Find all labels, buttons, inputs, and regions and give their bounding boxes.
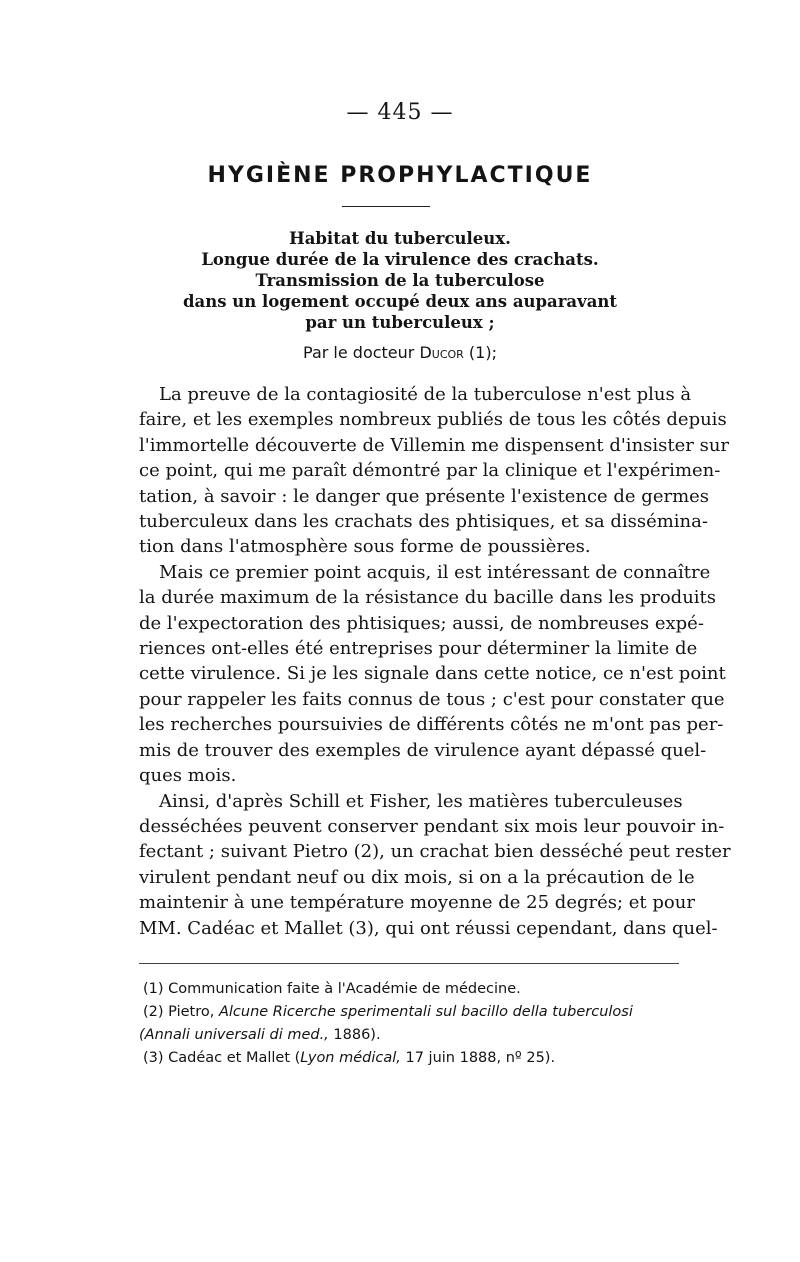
footnote-3 (139, 1047, 679, 1070)
subtitle-line: Transmission de la tuberculose (255, 271, 545, 290)
footnote-2-cont (139, 1024, 679, 1047)
footnote-2-number: (2) Pietro, (143, 1004, 215, 1020)
footnote-1: (1) Communication faite à l'Académie de médecine. (143, 981, 521, 997)
footnote-3-start: (3) Cadéac et Mallet ( (143, 1050, 301, 1066)
body-line: riences ont-elles été entreprises pour déterminer la limite de (139, 638, 698, 660)
body-line: pour rappeler les faits connus de tous ; c'est pour constater que (139, 688, 725, 710)
body-line: La preuve de la contagiosité de la tuberculose n'est plus à (159, 384, 692, 405)
body-line: virulent pendant neuf ou dix mois, si on a la précaution de le (139, 866, 695, 888)
body-line: de l'expectoration des phtisiques; aussi, de nombreuses expé- (139, 612, 704, 634)
footnote-2-journal: (Annali universali di med., (139, 1027, 329, 1043)
subtitle-line: Longue durée de la virulence des crachats. (201, 250, 599, 269)
footnote-2-year: 1886). (333, 1027, 381, 1043)
body-line: cette virulence. Si je les signale dans cette notice, ce n'est point (139, 663, 726, 685)
body-line: tuberculeux dans les crachats des phtisiques, et sa dissémina- (139, 511, 708, 533)
footnote-3-journal: Lyon médical, (300, 1050, 401, 1066)
author-prefix: Par le docteur (303, 343, 415, 362)
footnotes (139, 978, 679, 1070)
body-line: tation, à savoir : le danger que présente l'existence de germes (139, 485, 710, 507)
body-line: fectant ; suivant Pietro (2), un crachat bien desséché peut rester (139, 841, 731, 863)
author-line (0, 343, 800, 362)
author-suffix: (1); (468, 343, 497, 362)
body-line: maintenir à une température moyenne de 25 degrés; et pour (139, 892, 695, 914)
subtitle-line: dans un logement occupé deux ans auparavant (182, 292, 618, 311)
section-heading: HYGIÈNE PROPHYLACTIQUE (207, 163, 593, 188)
body-line: MM. Cadéac et Mallet (3), qui ont réussi cependant, dans quel- (139, 917, 718, 939)
body-text (139, 382, 731, 941)
body-line: la durée maximum de la résistance du bacille dans les produits (139, 587, 717, 609)
footnote-2-title: Alcune Ricerche sperimentali sul bacillo della tuberculosi (218, 1004, 633, 1020)
author-name: Ducor (419, 343, 464, 362)
footnote-rule (139, 963, 679, 964)
footnote-3-end: 17 juin 1888, nº 25). (405, 1050, 556, 1066)
body-line: faire, et les exemples nombreux publiés de tous les côtés depuis (139, 409, 727, 431)
body-line: desséchées peuvent conserver pendant six mois leur pouvoir in- (139, 815, 725, 837)
page-number: — 445 — (346, 100, 454, 125)
footnote-2 (139, 1001, 679, 1024)
body-line: mis de trouver des exemples de virulence ayant dépassé quel- (139, 739, 707, 761)
body-line: ques mois. (139, 765, 237, 787)
body-line: tion dans l'atmosphère sous forme de poussières. (139, 536, 591, 558)
body-line: Ainsi, d'après Schill et Fisher, les matières tuberculeuses (159, 790, 683, 812)
subtitle-line: par un tuberculeux ; (305, 313, 495, 332)
heading-rule (342, 206, 430, 207)
subtitle-line: Habitat du tuberculeux. (289, 229, 511, 248)
body-line: Mais ce premier point acquis, il est intéressant de connaître (159, 561, 711, 583)
body-line: ce point, qui me paraît démontré par la clinique et l'expérimen- (139, 460, 721, 482)
article-subtitle (0, 228, 800, 333)
body-line: l'immortelle découverte de Villemin me dispensent d'insister sur (139, 434, 730, 456)
body-line: les recherches poursuivies de différents côtés ne m'ont pas per- (139, 714, 724, 736)
